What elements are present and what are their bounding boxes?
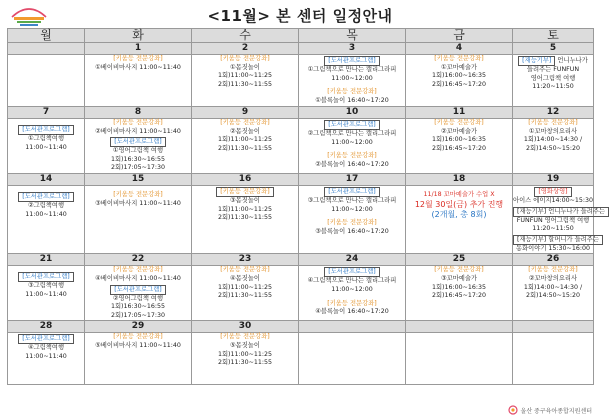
schedule-text: [키움등 전문강좌] <box>220 266 270 274</box>
date-number: 28 <box>8 321 85 333</box>
center-logo-small-icon <box>508 405 518 415</box>
content-row <box>8 55 594 107</box>
schedule-text: 1회)14:00~14:30 / <box>523 136 583 144</box>
schedule-text: 1회)14:00~14:30 / <box>523 283 583 291</box>
day-schedule <box>406 266 513 321</box>
program-category-label: [재능기부] 할머니가 들려주는 <box>513 235 603 245</box>
schedule-line <box>513 197 593 206</box>
schedule-text: 12월 30일(금) 추가 진행 <box>414 199 504 209</box>
schedule-text: 11:00~11:40 <box>25 210 67 218</box>
schedule-text: ①그림책여행 <box>27 135 65 142</box>
schedule-line <box>299 197 405 206</box>
schedule-text: ③그림책여행 <box>27 282 65 290</box>
program-category-label: [재능기부] <box>518 56 555 66</box>
day-schedule <box>513 266 594 321</box>
schedule-text: ②베이비마사지 11:00~11:40 <box>95 127 181 135</box>
schedule-text: 1회)16:00~16:35 <box>431 136 487 144</box>
schedule-line <box>85 312 191 321</box>
schedule-line <box>8 291 84 300</box>
schedule-text: 2회)17:05~17:30 <box>110 164 166 172</box>
day-schedule <box>8 266 85 321</box>
date-number: 2 <box>192 43 299 55</box>
schedule-line <box>8 271 84 282</box>
content-row <box>8 266 594 321</box>
schedule-line <box>85 342 191 351</box>
schedule-text: [키움등 전문강좌] <box>528 119 578 126</box>
schedule-line <box>85 136 191 147</box>
day-schedule <box>299 119 406 174</box>
date-number: 23 <box>192 254 299 266</box>
schedule-text: [키움등 전문강좌] <box>113 333 163 341</box>
weekday-header-row <box>8 29 594 43</box>
day-schedule <box>406 185 513 253</box>
schedule-line <box>513 83 593 92</box>
program-category-label: [도서관프로그램] <box>324 187 380 197</box>
schedule-line <box>192 128 298 137</box>
schedule-text: FUNFUN 영어그림책 여행 <box>516 216 590 224</box>
schedule-line <box>85 200 191 209</box>
schedule-line <box>8 344 84 353</box>
schedule-text: 11:20~11:50 <box>532 83 574 91</box>
date-row <box>8 254 594 266</box>
calendar-table <box>7 28 605 385</box>
schedule-line <box>299 130 405 139</box>
schedule-text: [키움등 전문강좌] <box>327 88 377 96</box>
schedule-text: 2회)11:30~11:55 <box>217 80 273 88</box>
schedule-line <box>299 286 405 295</box>
schedule-line <box>406 275 512 284</box>
date-number: 9 <box>192 107 299 119</box>
day-schedule <box>192 333 299 385</box>
schedule-line <box>192 266 298 275</box>
schedule-text: 11:00~12:00 <box>331 205 373 213</box>
schedule-line <box>299 55 405 66</box>
schedule-line <box>192 206 298 215</box>
day-schedule <box>406 333 513 385</box>
page-title: <11월> 본 센터 일정안내 <box>207 7 393 25</box>
schedule-line <box>192 292 298 301</box>
schedule-text: ③베이비마사지 11:00~11:40 <box>95 199 181 207</box>
schedule-line <box>299 228 405 237</box>
schedule-text: ④그림책여행 <box>27 344 65 352</box>
schedule-line <box>192 333 298 342</box>
day-schedule <box>8 55 85 107</box>
schedule-line <box>299 139 405 148</box>
schedule-line <box>8 282 84 291</box>
day-schedule <box>299 55 406 107</box>
schedule-text: 1회)16:30~16:55 <box>110 303 166 311</box>
schedule-text: 2회)11:30~11:55 <box>217 359 273 367</box>
day-schedule <box>8 185 85 253</box>
schedule-line <box>192 351 298 360</box>
date-number: 11 <box>406 107 513 119</box>
content-row <box>8 119 594 174</box>
schedule-text: ②그림책으로 만나는 캘리그라피 <box>307 130 397 137</box>
schedule-line <box>299 66 405 75</box>
schedule-line <box>406 145 512 154</box>
schedule-text: ⑤베이비마사지 11:00~11:40 <box>95 341 181 349</box>
schedule-line <box>513 266 593 275</box>
schedule-text: 2회)11:30~11:55 <box>217 144 273 152</box>
footer <box>508 405 592 415</box>
schedule-text: ②블록놀이 16:40~17:20 <box>315 160 389 168</box>
schedule-line <box>192 81 298 90</box>
schedule-line <box>406 210 512 220</box>
schedule-line <box>8 191 84 202</box>
schedule-text: ①몸짓놀이 <box>230 63 260 71</box>
schedule-text: 11:00~12:00 <box>331 138 373 146</box>
schedule-text: ②영어그림책 여행 <box>112 294 164 302</box>
schedule-text: ①베이비마사지 11:00~11:40 <box>95 63 181 71</box>
content-row <box>8 185 594 253</box>
schedule-line <box>513 225 593 234</box>
schedule-line <box>513 145 593 154</box>
schedule-text: 2회)16:45~17:20 <box>431 292 487 300</box>
date-number <box>406 321 513 333</box>
schedule-line <box>513 119 593 128</box>
day-schedule <box>8 119 85 174</box>
program-category-label: [도서관프로그램] <box>324 56 380 66</box>
schedule-line <box>192 119 298 128</box>
schedule-text: 들려주는 FUNFUN <box>526 66 580 73</box>
schedule-line <box>513 275 593 284</box>
schedule-line <box>8 202 84 211</box>
date-row <box>8 173 594 185</box>
day-schedule <box>299 266 406 321</box>
schedule-text: 11:00~11:40 <box>25 352 67 360</box>
date-row <box>8 107 594 119</box>
program-category-label: [도서관프로그램] <box>110 285 166 295</box>
schedule-text: [키움등 전문강좌] <box>434 55 484 62</box>
schedule-text: [키움등 전문강좌] <box>434 119 484 126</box>
schedule-text: 11:00~11:40 <box>25 290 67 298</box>
date-number <box>8 43 85 55</box>
program-category-label: [도서관프로그램] <box>324 120 380 130</box>
schedule-line <box>406 55 512 64</box>
schedule-line <box>8 135 84 144</box>
day-schedule <box>299 185 406 253</box>
day-schedule <box>192 119 299 174</box>
schedule-line <box>85 147 191 156</box>
schedule-line <box>8 124 84 135</box>
schedule-text: ⑤몸짓놀이 <box>230 341 260 349</box>
program-category-label: [도서관프로그램] <box>18 272 74 282</box>
schedule-line <box>85 295 191 304</box>
schedule-text: 1회)11:00~11:25 <box>217 136 273 144</box>
schedule-text: 1회)11:00~11:25 <box>217 72 273 80</box>
program-category-label: [재능기부] 언니누나가 들려주는 <box>513 207 609 217</box>
schedule-line <box>192 64 298 73</box>
schedule-line <box>192 284 298 293</box>
schedule-line <box>406 136 512 145</box>
schedule-line <box>299 277 405 286</box>
schedule-line <box>406 266 512 275</box>
schedule-line <box>406 292 512 301</box>
day-schedule <box>192 55 299 107</box>
schedule-line <box>8 333 84 344</box>
schedule-text: ②몸짓놀이 <box>230 127 260 135</box>
schedule-text: 2회)16:45~17:20 <box>431 80 487 88</box>
schedule-line <box>406 64 512 73</box>
schedule-line <box>299 308 405 317</box>
schedule-text: 2회)11:30~11:55 <box>217 214 273 222</box>
schedule-text: 1회)11:00~11:25 <box>217 205 273 213</box>
schedule-line <box>192 214 298 223</box>
date-number: 16 <box>192 173 299 185</box>
date-number: 4 <box>406 43 513 55</box>
schedule-line <box>299 88 405 97</box>
date-number: 18 <box>406 173 513 185</box>
day-schedule <box>299 333 406 385</box>
weekday-header: 금 <box>406 29 513 43</box>
schedule-text: ④블록놀이 16:40~17:20 <box>315 308 389 316</box>
date-number: 25 <box>406 254 513 266</box>
day-schedule <box>85 266 192 321</box>
schedule-line <box>406 119 512 128</box>
schedule-text: 1회)16:30~16:55 <box>110 155 166 163</box>
date-row <box>8 321 594 333</box>
schedule-line <box>299 75 405 84</box>
schedule-line <box>299 152 405 161</box>
schedule-line <box>513 75 593 84</box>
schedule-line <box>299 266 405 277</box>
schedule-line <box>192 145 298 154</box>
program-category-label: [도서관프로그램] <box>18 125 74 135</box>
schedule-text: 11/18 꼬마예술가 수업 X <box>423 190 495 198</box>
date-number <box>299 321 406 333</box>
schedule-text: 11:00~11:40 <box>25 143 67 151</box>
schedule-text: ③그림책으로 만나는 캘리그라피 <box>307 196 397 204</box>
day-schedule <box>406 119 513 174</box>
schedule-text: ③몸짓놀이 <box>230 196 260 204</box>
schedule-text: 동화이야기 15:30~16:00 <box>516 244 590 252</box>
date-number: 26 <box>513 254 594 266</box>
date-number: 19 <box>513 173 594 185</box>
date-number: 10 <box>299 107 406 119</box>
date-number: 24 <box>299 254 406 266</box>
date-number: 21 <box>8 254 85 266</box>
schedule-text: ③블록놀이 16:40~17:20 <box>315 227 389 235</box>
schedule-text: [키움등 전문강좌] <box>528 266 578 274</box>
schedule-text: [키움등 전문강좌] <box>327 152 377 160</box>
date-number: 22 <box>85 254 192 266</box>
schedule-line <box>299 300 405 309</box>
calendar-body <box>8 43 605 385</box>
date-number: 7 <box>8 107 85 119</box>
schedule-line <box>299 206 405 215</box>
schedule-text: 1회)16:00~16:35 <box>431 283 487 291</box>
day-schedule <box>85 333 192 385</box>
schedule-line <box>406 200 512 210</box>
schedule-line <box>406 72 512 81</box>
schedule-line <box>192 72 298 81</box>
schedule-line <box>85 333 191 342</box>
program-category-label: [도서관프로그램] <box>18 192 74 202</box>
schedule-text: 아이스 에이지14:00~15:30 <box>513 196 594 204</box>
schedule-line <box>513 186 593 197</box>
schedule-text: [키움등 전문강좌] <box>220 55 270 62</box>
schedule-line <box>513 284 593 293</box>
schedule-line <box>299 219 405 228</box>
schedule-line <box>192 197 298 206</box>
date-number: 5 <box>513 43 594 55</box>
date-number: 8 <box>85 107 192 119</box>
day-schedule <box>192 266 299 321</box>
schedule-text: 11:20~11:50 <box>532 225 574 233</box>
schedule-line <box>513 234 599 245</box>
schedule-line <box>85 303 191 312</box>
schedule-text: (2개월, 총 8회) <box>431 209 487 219</box>
schedule-line <box>299 161 405 170</box>
weekday-header: 목 <box>299 29 406 43</box>
schedule-line <box>192 136 298 145</box>
date-row <box>8 43 594 55</box>
schedule-line <box>85 55 191 64</box>
schedule-line <box>192 55 298 64</box>
schedule-line <box>406 81 512 90</box>
schedule-line <box>85 164 191 173</box>
schedule-text: ①꼬마창의요리사 <box>528 127 578 135</box>
schedule-text: ①꼬마예술가 <box>440 63 478 71</box>
schedule-text: ③꼬마예술가 <box>440 274 478 282</box>
schedule-text: 2회)14:50~15:20 <box>525 292 581 300</box>
schedule-text: ④몸짓놀이 <box>230 274 260 282</box>
weekday-header: 화 <box>85 29 192 43</box>
schedule-line <box>85 64 191 73</box>
schedule-line <box>406 128 512 137</box>
schedule-text: 11:00~12:00 <box>331 74 373 82</box>
schedule-line <box>8 211 84 220</box>
schedule-line <box>192 275 298 284</box>
weekday-header: 수 <box>192 29 299 43</box>
schedule-text: 11:00~12:00 <box>331 285 373 293</box>
schedule-text: [키움등 전문강좌] <box>220 119 270 126</box>
day-schedule <box>85 119 192 174</box>
schedule-text: 2회)16:45~17:20 <box>431 144 487 152</box>
schedule-text: ④그림책으로 만나는 캘리그라피 <box>307 277 397 285</box>
schedule-text: [키움등 전문강좌] <box>327 219 377 227</box>
schedule-line <box>85 266 191 275</box>
schedule-text: [키움등 전문강좌] <box>113 55 163 62</box>
schedule-line <box>85 275 191 284</box>
schedule-line <box>85 119 191 128</box>
day-schedule <box>513 119 594 174</box>
program-category-label: [도서관프로그램] <box>18 334 74 344</box>
schedule-line <box>85 128 191 137</box>
schedule-text: 영어그림책 여행 <box>530 74 576 82</box>
day-schedule <box>192 185 299 253</box>
day-schedule <box>406 55 513 107</box>
schedule-text: [키움등 전문강좌] <box>113 190 163 198</box>
schedule-text: [키움등 전문강좌] <box>220 333 270 341</box>
day-schedule <box>85 55 192 107</box>
schedule-text: [키움등 전문강좌] <box>327 299 377 307</box>
schedule-line <box>513 245 593 254</box>
schedule-line <box>513 292 593 301</box>
schedule-line <box>513 55 593 66</box>
schedule-line <box>513 136 593 145</box>
schedule-text: 1회)16:00~16:35 <box>431 72 487 80</box>
schedule-line <box>85 191 191 200</box>
date-number <box>513 321 594 333</box>
schedule-line <box>513 128 593 137</box>
schedule-line <box>192 359 298 368</box>
schedule-text: ②꼬마창의요리사 <box>528 274 578 282</box>
schedule-text: 2회)14:50~15:20 <box>525 144 581 152</box>
schedule-text: ①그림책으로 만나는 캘리그라피 <box>307 66 397 73</box>
content-row <box>8 333 594 385</box>
date-number: 3 <box>299 43 406 55</box>
date-number: 17 <box>299 173 406 185</box>
schedule-line <box>8 353 84 362</box>
schedule-line <box>513 66 593 75</box>
footer-text: 울산 중구육아종합지원센터 <box>520 407 592 415</box>
schedule-text: 1회)11:00~11:25 <box>217 350 273 358</box>
program-category-label: [영화상영] <box>534 187 571 197</box>
schedule-line <box>192 186 298 197</box>
date-number: 30 <box>192 321 299 333</box>
schedule-text: ①영어그림책 여행 <box>112 147 164 155</box>
date-number: 14 <box>8 173 85 185</box>
schedule-line <box>85 284 191 295</box>
schedule-text: ④베이비마사지 11:00~11:40 <box>95 274 181 282</box>
weekday-header: 토 <box>513 29 594 43</box>
schedule-text: ①블록놀이 16:40~17:20 <box>315 96 389 104</box>
day-schedule <box>8 333 85 385</box>
date-number: 12 <box>513 107 594 119</box>
schedule-text: 1회)11:00~11:25 <box>217 283 273 291</box>
schedule-text: [키움등 전문강좌] <box>113 119 163 126</box>
schedule-text: ②그림책여행 <box>27 201 65 209</box>
weekday-header: 월 <box>8 29 85 43</box>
schedule-line <box>192 342 298 351</box>
schedule-line <box>299 119 405 130</box>
day-schedule <box>513 185 605 253</box>
schedule-text: 2회)11:30~11:55 <box>217 292 273 300</box>
schedule-line <box>299 186 405 197</box>
schedule-line <box>299 97 405 106</box>
schedule-line <box>513 217 593 226</box>
program-category-label: [키움등 전문강좌] <box>216 187 274 197</box>
schedule-line <box>513 206 605 217</box>
schedule-text: [키움등 전문강좌] <box>113 266 163 274</box>
schedule-line <box>406 284 512 293</box>
program-category-label: [도서관프로그램] <box>110 137 166 147</box>
schedule-text: ②꼬마예술가 <box>440 127 478 135</box>
program-category-label: [도서관프로그램] <box>324 267 380 277</box>
schedule-line <box>8 144 84 153</box>
date-number: 1 <box>85 43 192 55</box>
date-number: 29 <box>85 321 192 333</box>
day-schedule <box>513 55 594 107</box>
day-schedule <box>85 185 192 253</box>
schedule-text: 2회)17:05~17:30 <box>110 311 166 319</box>
schedule-text: [키움등 전문강좌] <box>434 266 484 274</box>
day-schedule <box>513 333 594 385</box>
schedule-line <box>406 191 512 200</box>
date-number: 15 <box>85 173 192 185</box>
schedule-text: 언니누나가 <box>555 57 588 64</box>
